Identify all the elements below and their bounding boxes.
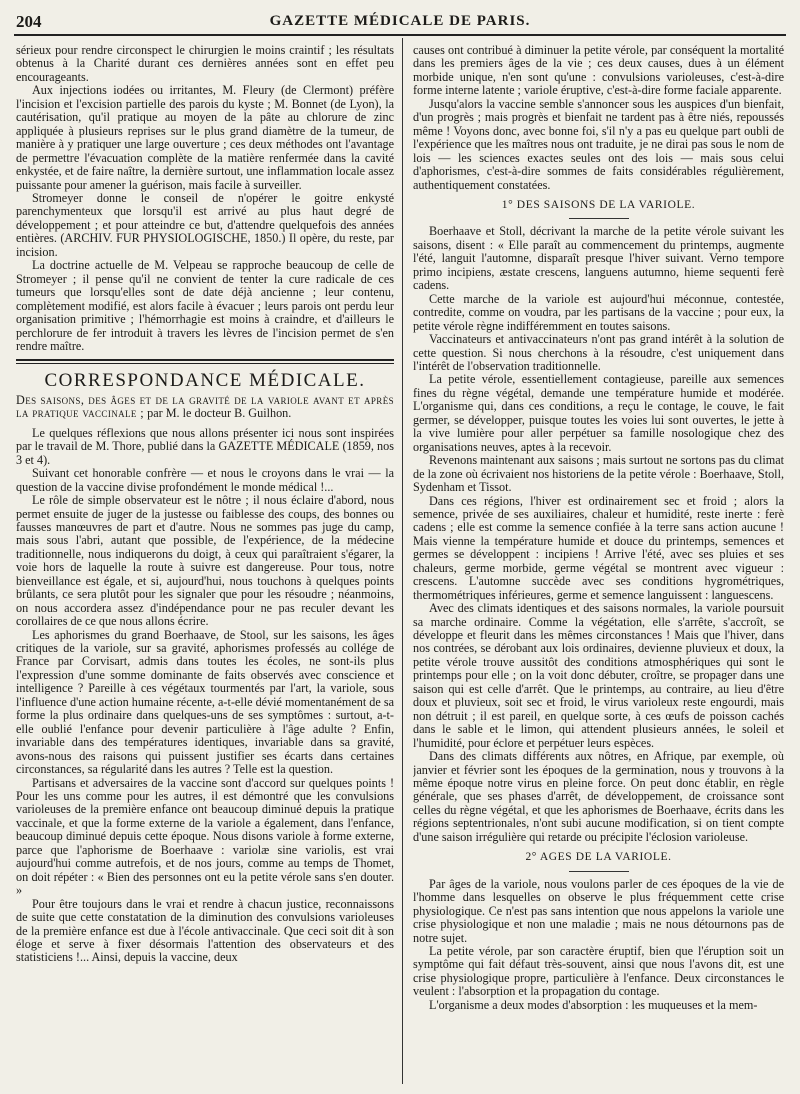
section-title: CORRESPONDANCE MÉDICALE.	[44, 370, 366, 392]
article-heading-title: Des saisons, des âges et de la gravité de la variole avant et après la pratique vaccinale ;	[16, 392, 394, 421]
paragraph: Partisans et adversaires de la vaccine sont d'accord sur quelques points ! Pour les uns comme pour les autres, il est démontré que les convulsions varioleuses de la première enfance ont beaucoup diminué depuis la pratique vaccinale, et que la forme externe de la variole a également, dans l'enfance, beaucoup diminué depuis cette époque. Nous disons variole à forme externe, parce que l'aphorisme de Boerhaave : variolæ sine variolis, est vrai aujourd'hui comme autrefois, et de nos jours, comme au temps de Thomet, on doit répéter : « Bien des personnes ont eu la petite vérole sans s'en douter. »	[16, 775, 394, 898]
short-rule	[569, 871, 629, 872]
paragraph: Stromeyer donne le conseil de n'opérer le goitre enkysté parenchymenteux que lorsqu'il est arrivé au plus haut degré de développement ; et pour atteindre ce but, d'attendre quelquefois des années entières. (ARCHIV. FUR PHYSIOLOGISCHE, 1850.) Il opère, du reste, par incision.	[16, 190, 394, 259]
thick-rule	[16, 359, 394, 361]
paragraph: Par âges de la variole, nous voulons parler de ces époques de la vie de l'homme dans lesquelles on observe le plus fréquemment cette crise physiologique. Ce n'est pas sans intention que nous appelons la variole une crise physiologique et non une maladie ; mais ne nous détournons pas de notre sujet.	[413, 876, 784, 945]
left-column	[16, 44, 394, 1088]
paragraph: Pour être toujours dans le vrai et rendre à chacun justice, reconnaissons de suite que cette constatation de la diminution des convulsions varioleuses de la première enfance est due à l'école antivaccinale. Que ceci soit dit à son éloge et serve à fixer désormais l'attention des observateurs et des statisticiens !... Ainsi, depuis la vaccine, deux	[16, 896, 394, 965]
paragraph: Cette marche de la variole est aujourd'hui méconnue, contestée, contredite, comme on voudra, par les partisans de la vaccine ; pour eux, la petite vérole règne indifféremment en toutes saisons.	[413, 291, 784, 333]
paragraph: Jusqu'alors la vaccine semble s'annoncer sous les auspices d'un bienfait, d'un progrès ; mais progrès et bienfait ne tardent pas à être niés, repoussés même ! Voyons donc, avec bonne foi, s'il n'y a pas eu quelque part oubli de l'expérience que les maîtres nous ont traduite, je ne dirai pas sous le nom de lois — les sciences exactes seules ont des lois — mais sous celui d'aphorismes, c'est-à-dire sommes de faits considérables régulièrement, authentiquement constatées.	[413, 96, 784, 192]
column-divider	[402, 38, 403, 1084]
right-column	[413, 44, 784, 1088]
paragraph: La petite vérole, par son caractère éruptif, bien que l'éruption soit un symptôme qui fait défaut très-souvent, ainsi que nous l'avons dit, est une crise physiologique propre, particulière à l'enfance. Deux circonstances le veulent : l'absorption et la propagation du contage.	[413, 944, 784, 999]
paragraph: Dans des climats différents aux nôtres, en Afrique, par exemple, où janvier et février sont les époques de la germination, nous y trouvons à la même époque notre virus en pleine force. On peut donc établir, en règle générale, que ses phases d'arrêt, de développement, de croissance sont celles du règne végétal, et que les aphorismes de Boerhaave, écrits dans les régions septentrionales, n'ont subi aucune modification, si on tient compte d'une saison irrégulière qui retarde ou précipite l'éclosion varioleuse.	[413, 749, 784, 844]
page-number: 204	[16, 12, 42, 31]
subheading-seasons: 1° DES SAISONS DE LA VARIOLE.	[501, 198, 696, 211]
thin-rule	[16, 363, 394, 364]
paragraph: Avec des climats identiques et des saisons normales, la variole poursuit sa marche ordinaire. Comme la végétation, elle s'arrête, s'accroît, se développe et fleurit dans les mêmes circonstances ! Mais que l'hiver, dans nos contrées, se dérobant aux lois ordinaires, devienne pluvieux et doux, la petite vérole trouve aussitôt des conditions atmosphériques qui sont le printemps pour elle ; on la voit donc débuter, croître, se propager dans une saison qui est celle d'arrêt. Que le printemps, au contraire, au lieu d'être doux et pluvieux, soit sec et froid, le virus varioleux reste engourdi, mais non détruit ; il est pareil, en quelque sorte, à ces œufs de poisson cachés dans le sable et le limon, qui attendent plusieurs années, le soleil et l'humidité, pour éclore et perpétuer leurs espèces.	[413, 601, 784, 750]
paragraph: Le quelques réflexions que nous allons présenter ici nous sont inspirées par le travail de M. Thore, publié dans la GAZETTE MÉDICALE (1859, nos 3 et 4).	[16, 425, 394, 467]
article-heading	[16, 394, 394, 421]
section-separator	[16, 359, 394, 364]
journal-title: GAZETTE MÉDICALE DE PARIS.	[269, 13, 531, 29]
paragraph: Aux injections iodées ou irritantes, M. Fleury (de Clermont) préfère l'incision et l'excision partielle des parois du kyste ; M. Bonnet (de Lyon), la cautérisation, qu'il pratique au moyen de la pâte au chlorure de zinc appliquée à plusieurs reprises sur le plus grand diamètre de la tumeur, de manière à y pratiquer une large ouverture ; ces deux méthodes ont l'avantage de permettre l'évacuation complète de la matière renfermée dans la cavité enkystée, et de faire naître, la dernière surtout, une inflammation locale assez puissante pour amener la guérison, mais facile à surveiller.	[16, 83, 394, 192]
paragraph: Boerhaave et Stoll, décrivant la marche de la petite vérole suivant les saisons, disent : « Elle paraît au commencement du printemps, augmente l'été, languit l'automne, disparaît presque l'hiver suivant. Verno tempore primo incipiens, æstate crescens, languens autumno, hieme sequenti ferè cadens.	[413, 224, 784, 293]
paragraph: La petite vérole, essentiellement contagieuse, pareille aux semences fines du règne végétal, demande une température humide et modérée. L'organisme qui, dans ces conditions, a reçu le contage, le couve, le fait germer, se développer, puisque toutes les voies lui sont ouvertes, le jette à la vive lumière pour aller perpétuer sa famille nosologique chez des organisations neuves, aptes à la recevoir.	[413, 372, 784, 454]
paragraph: Dans ces régions, l'hiver est ordinairement sec et froid ; alors la semence, privée de ses auxiliaires, chaleur et humidité, reste inerte : ferè cadens ; elle est comme la semence confiée à la terre sans action aucune ! Mais vienne la température humide et douce du printemps, semences et germes se développent : incipiens ! Arrive l'été, avec ses pluies et ses chaleurs, germe morbide, germe végétal se montrent avec vigueur : crescens. L'automne succède avec ses conditions hygrométriques, thermométriques inférieures, germe et semence languissent : languescens.	[413, 493, 784, 602]
paragraph: Vaccinateurs et antivaccinateurs n'ont pas grand intérêt à la solution de cette question. Si nous cherchons à la résoudre, c'est uniquement dans l'intérêt de l'observation traditionnelle.	[413, 332, 784, 373]
paragraph: Revenons maintenant aux saisons ; mais surtout ne sortons pas du climat de la zone où écrivaient nos historiens de la petite vérole : Boerhaave, Stoll, Sydenham et Tissot.	[413, 453, 784, 495]
paragraph: sérieux pour rendre circonspect le chirurgien le moins craintif ; les résultats obtenus à la Charité durant ces dernières années sont en effet peu encourageants.	[16, 44, 394, 84]
paragraph: causes ont contribué à diminuer la petite vérole, par conséquent la mortalité dans les premiers âges de la vie ; ces deux causes, dues à un élément morbide unique, n'en sont qu'une : convulsions varioleuses, c'est-à-dire forme interne latente ; variole éruptive, c'est-à-dire forme faciale apparente.	[413, 44, 784, 98]
article-heading-author: par M. le docteur B. Guilhon.	[147, 406, 292, 421]
paragraph: Suivant cet honorable confrère — et nous le croyons dans le vrai — la question de la vaccine divise profondément le monde médical !...	[16, 466, 394, 494]
paragraph: La doctrine actuelle de M. Velpeau se rapproche beaucoup de celle de Stromeyer ; il pense qu'il ne convient de tenter la cure radicale de ces tumeurs que lorsqu'elles sont de date déjà ancienne ; leur contenu, complètement modifié, est alors facile à évacuer ; leurs parois ont perdu leur organisation primitive ; l'hémorrhagie est moins à craindre, et d'ailleurs le perchlorure de fer introduit à travers les lèvres de l'incision permet de s'en rendre maître.	[16, 258, 394, 353]
short-rule	[569, 218, 629, 219]
paragraph: Le rôle de simple observateur est le nôtre ; il nous éclaire d'abord, nous permet ensuite de juger de la justesse ou faiblesse des coups, des bonnes ou fausses manœuvres de part et d'autre. Nous ne sommes pas juge du camp, mais sous l'abri, autant que possible, de l'expérience, de la médecine traditionnelle, nous indiquerons du doigt, à ceux qui paraîtraient s'égarer, la voie hors de laquelle la route à suivre est dangereuse. Pour tous, notre bienveillance est égale, et si, aujourd'hui, nous touchons à quelques points brûlants, ce sera plutôt pour les signaler que pour les résoudre ; néanmoins, on nous accordera assez d'indépendance pour ne pas reculer devant les corollaires de ce que nous allons écrire.	[16, 493, 394, 629]
subheading-ages: 2° AGES DE LA VARIOLE.	[525, 851, 672, 864]
paragraph: Les aphorismes du grand Boerhaave, de Stool, sur les saisons, les âges critiques de la variole, sur sa gravité, aphorismes professés au collége de France par Corvisart, admis dans toutes les écoles, ne sont-ils plus l'expression d'une somme dominante de faits observés avec conscience et intelligence ? Pareille à ces végétaux tourmentés par l'art, la variole, sous l'influence d'une action humaine récente, a-t-elle dévié momentanément de sa forme la plus ordinaire dans quelques-uns de ses symptômes : surtout, a-t-elle oublié l'enfance pour devenir particulière à l'âge adulte ? Enfin, invariable dans des températures identiques, invariable dans sa gravité, avons-nous des raisons qui puissent justifier ses écarts dans certaines circonstances, sa régularité dans les autres ? Telle est la question.	[16, 627, 394, 777]
running-head	[14, 10, 786, 36]
paragraph: L'organisme a deux modes d'absorption : les muqueuses et la mem-	[429, 997, 758, 1012]
